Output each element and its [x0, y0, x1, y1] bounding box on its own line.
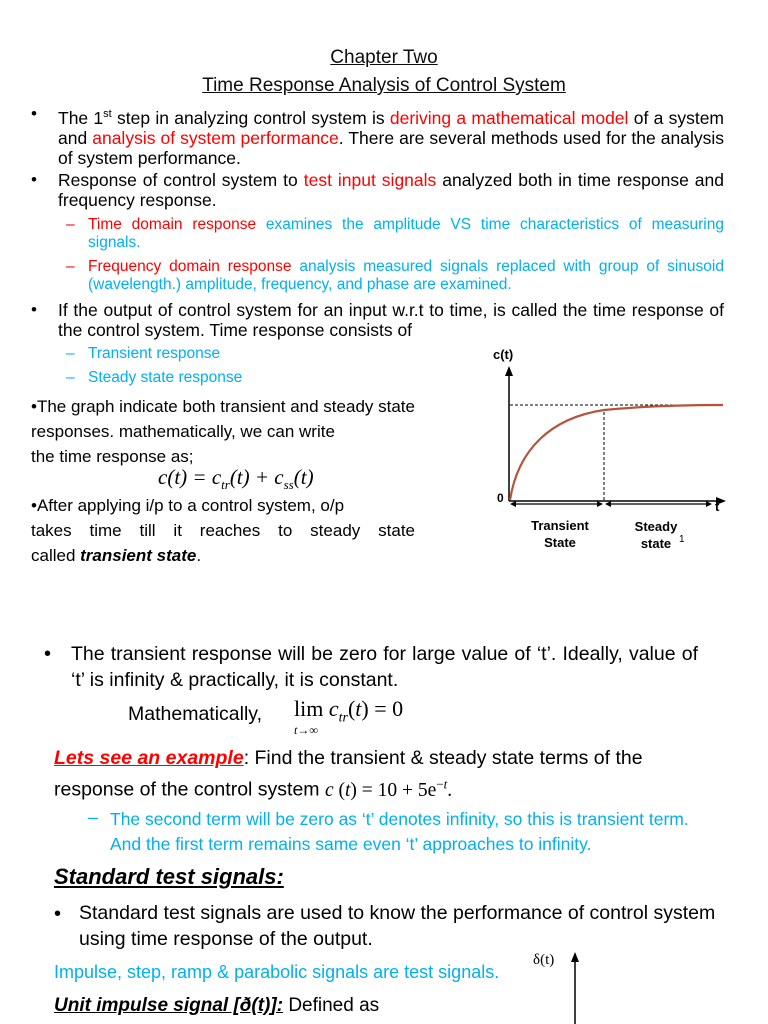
transient-label-2: State — [544, 535, 576, 550]
slide-number: 1 — [679, 534, 685, 545]
graph-description: •The graph indicate both transient and steady state responses. mathematically, we can write the time response as; — [31, 397, 415, 466]
arrow-left-icon — [510, 501, 516, 507]
response-figure — [470, 340, 738, 570]
sub-bullet-time-domain: Time domain response examines the amplitude VS time characteristics of measuring signals. — [88, 216, 724, 251]
bullet-marker: • — [31, 104, 37, 123]
bullet-marker: • — [31, 170, 37, 189]
sub-bullet-steady: Steady state response — [88, 369, 243, 386]
limit-subscript: t→∞ — [294, 723, 318, 737]
bullet-marker: • — [31, 300, 37, 319]
sub-bullet-frequency-domain: Frequency domain response analysis measured signals replaced with group of sinusoid (wavelength.) amplitude, frequency, and phase are examined. — [88, 258, 724, 293]
impulse-arrow-icon — [571, 952, 579, 962]
mathematically-label: Mathematically, — [128, 703, 263, 725]
bullet-transient-zero: The transient response will be zero for large value of ‘t’. Ideally, value of ‘t’ is infinity & practically, it is constant. — [71, 643, 698, 691]
origin-label: 0 — [497, 491, 504, 505]
dash-marker: – — [88, 807, 98, 827]
transient-state-description: •After applying i/p to a control system, o/p takes time till it reaches to steady state called transient state. — [31, 496, 415, 565]
transient-label: Transient — [531, 518, 589, 533]
arrow-right-icon — [597, 501, 603, 507]
arrow-left-icon — [605, 501, 611, 507]
arrow-right-icon — [706, 501, 712, 507]
time-response-equation: $c(t) = c_{tr}(t) + c_{ss}(t)$ — [158, 465, 314, 493]
bullet-marker: • — [54, 903, 62, 925]
y-axis-label: c(t) — [493, 347, 514, 362]
section-heading: Standard test signals: — [54, 864, 284, 889]
example-explanation: The second term will be zero as ‘t’ denotes infinity, so this is transient term. And the first term remains same even ‘t’ approaches to infinity. — [110, 809, 689, 854]
x-axis-label: t — [715, 499, 720, 514]
dash-marker: – — [66, 216, 75, 233]
dash-marker: – — [66, 258, 75, 275]
example-paragraph: Lets see an example: Find the transient & steady state terms of the response of the control system c $(t) = 10 + 5e^{-t}$. — [54, 747, 643, 801]
bullet-response-types: Response of control system to test input signals analyzed both in time response and frequency response. — [58, 170, 725, 210]
y-axis-arrow-icon — [505, 366, 513, 376]
page-title: Time Response Analysis of Control System — [202, 75, 566, 96]
test-signals-list: Impulse, step, ramp & parabolic signals are test signals. — [54, 962, 500, 982]
sub-bullet-transient: Transient response — [88, 345, 221, 362]
chapter-heading: Chapter Two — [330, 47, 438, 68]
steady-label: Steady — [634, 519, 678, 534]
bullet-standard-signals: Standard test signals are used to know the performance of control system using time response of the output. — [79, 902, 716, 950]
delta-label: δ(t) — [533, 952, 555, 968]
dash-marker: – — [66, 369, 75, 386]
limit-expression: $\lim c_{tr}(t) = 0$ — [294, 696, 404, 726]
impulse-figure — [566, 950, 586, 1024]
dash-marker: – — [66, 345, 75, 362]
bullet-time-response: If the output of control system for an input w.r.t to time, is called the time response of the control system. Time response consists of — [58, 300, 724, 340]
response-curve — [510, 405, 723, 500]
steady-label-2: state — [640, 536, 672, 551]
bullet-marker: • — [44, 643, 52, 665]
bullet-analysis-methods: The 1st step in analyzing control system is deriving a mathematical model of a system and analysis of system performance. There are several methods used for the analysis of system performance. — [58, 107, 725, 168]
impulse-definition: Unit impulse signal [ð(t)]: Defined as — [54, 995, 380, 1016]
